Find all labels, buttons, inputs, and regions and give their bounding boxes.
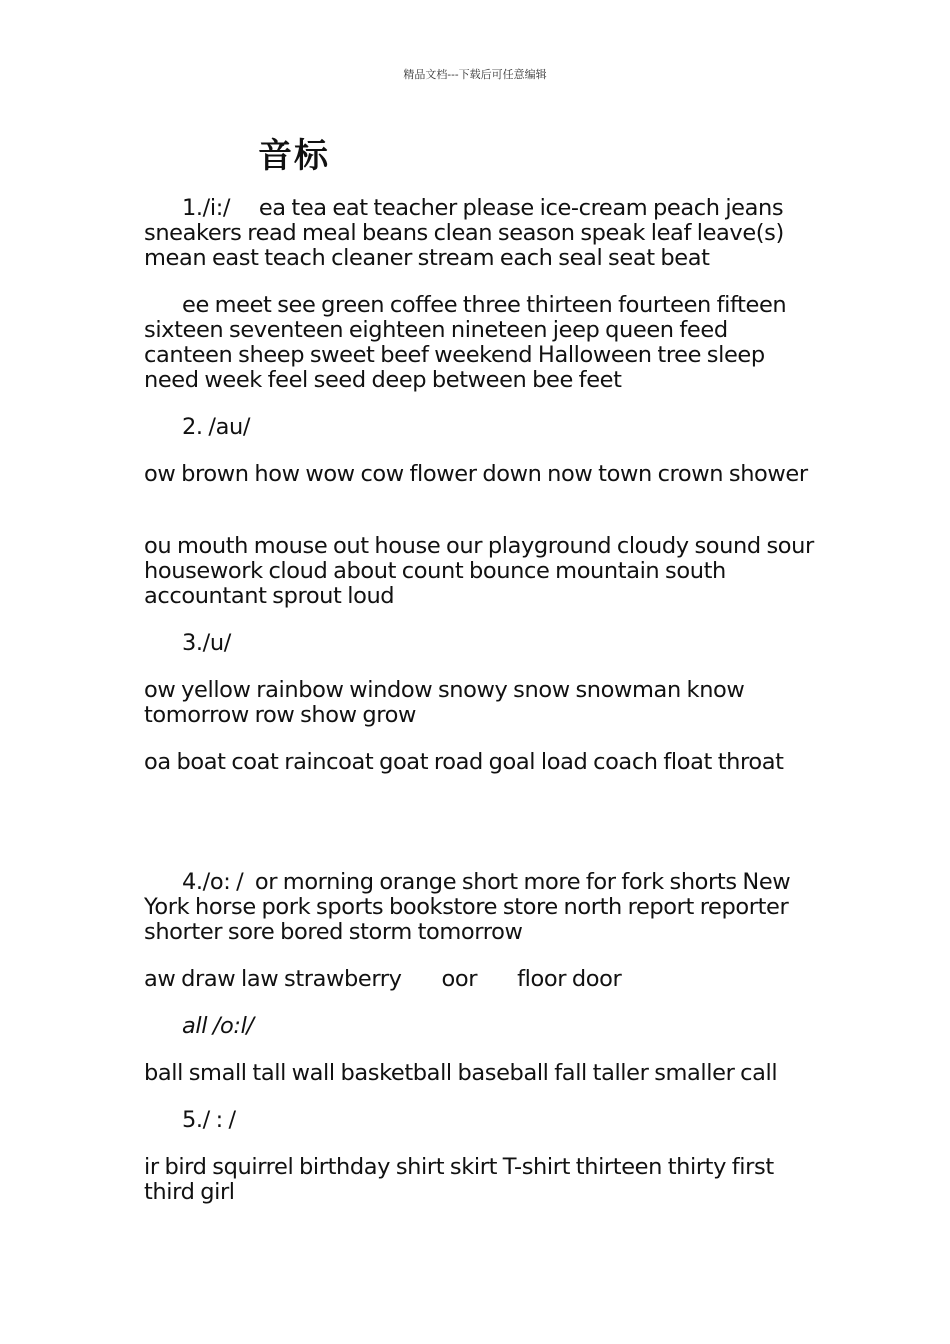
section-1-ee-paragraph: ee meet see green coffee three thirteen fourteen fifteen sixteen seventeen eighteen nineteen jeep queen feed canteen sheep sweet beef weekend Halloween tree sleep need week feel seed deep between bee feet (144, 292, 787, 393)
section-3-oa-paragraph: oa boat coat raincoat goat road goal load coach float throat (144, 749, 784, 775)
section-4-or-paragraph: 4./o: / or morning orange short more for fork shorts New York horse pork sports bookstore store north report reporter shorter sore bored storm tomorrow (144, 869, 791, 945)
section-5-ir-paragraph: ir bird squirrel birthday shirt skirt T-shirt thirteen thirty first third girl (144, 1154, 774, 1205)
document-title: 音标 (258, 136, 330, 176)
section-4-all-paragraph: ball small tall wall basketball baseball fall taller smaller call (144, 1060, 778, 1086)
aw-words: aw draw law strawberry (144, 966, 402, 992)
section-2-ou-paragraph: ou mouth mouse out house our playground cloudy sound sour housework cloud about count bounce mountain south accountant sprout loud (144, 533, 814, 609)
section-2-ow-paragraph: ow brown how wow cow flower down now town crown shower (144, 461, 808, 487)
section-4-aw-oor-line (144, 967, 814, 992)
page-header-note: 精品文档---下载后可任意编辑 (403, 68, 547, 81)
section-2-heading: 2. /au/ (182, 414, 251, 440)
oor-label: oor (441, 966, 478, 992)
section-5-heading: 5./ : / (182, 1107, 236, 1133)
section-4-all-heading: all /o:l/ (182, 1013, 254, 1039)
section-3-ow-paragraph: ow yellow rainbow window snowy snow snowman know tomorrow row show grow (144, 677, 745, 728)
section-1-ea-paragraph: 1./i:/ ea tea eat teacher please ice-cream peach jeans sneakers read meal beans clean season speak leaf leave(s) mean east teach cleaner stream each seal seat beat (144, 195, 784, 271)
oor-words: floor door (517, 966, 622, 992)
section-3-heading: 3./u/ (182, 630, 231, 656)
